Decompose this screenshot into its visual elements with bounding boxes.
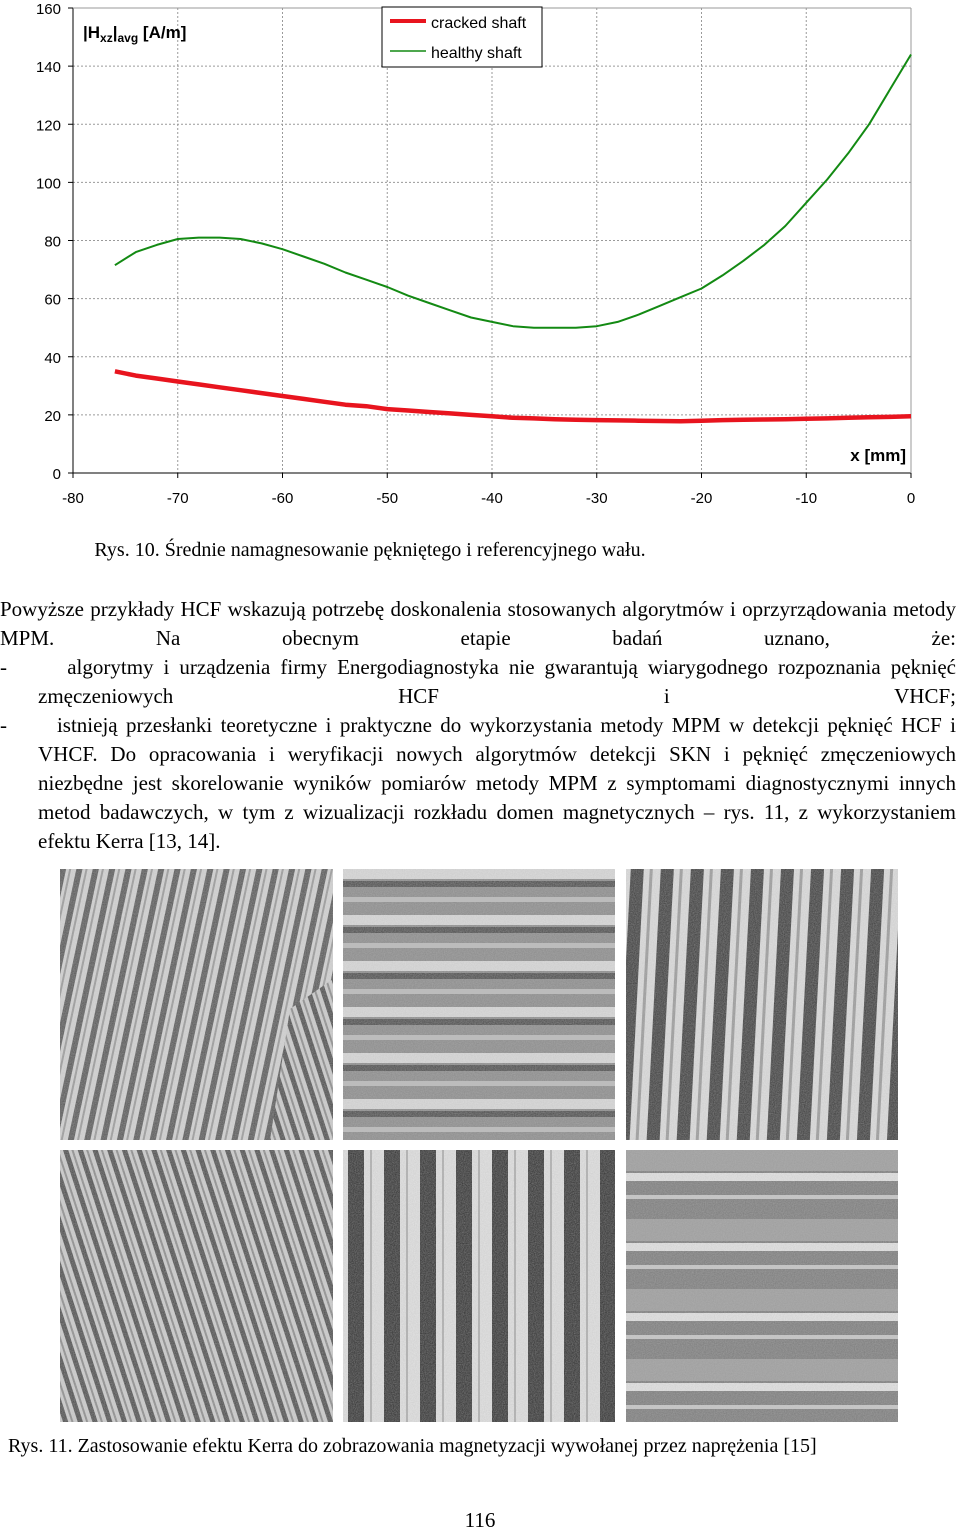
list-item-2: - istnieją przesłanki teoretyczne i praktyczne do wykorzystania metody MPM w detekcji pęknięć HCF i VHCF. Do opracowania i weryfikacji nowych algorytmów detekcji SKN i pęknięć zmęczeniowych niezbędne jest skorelowanie wyników pomiarów metody MPM z symptomami diagnostycznymi innych metod badawczych, w tym z wizualizacji rozkładu domen magnetycznych – rys. 11, z wykorzystaniem efektu Kerra [13, 14]. (0, 713, 956, 853)
y-tick-label: 80 (44, 233, 61, 251)
x-tick-label: -30 (585, 490, 608, 507)
chart-grid (73, 8, 911, 473)
chart-series (115, 55, 911, 422)
magnetization-chart (0, 0, 960, 512)
y-axis-ticks (36, 1, 73, 483)
x-tick-label: -50 (376, 490, 399, 507)
series-line-cracked-shaft (115, 371, 911, 421)
y-tick-label: 0 (52, 466, 61, 483)
x-axis-label: x [mm] (850, 446, 906, 465)
body-text (0, 595, 956, 856)
x-tick-label: -70 (166, 490, 189, 507)
x-tick-label: 0 (906, 490, 916, 507)
list-item-1: - algorytmy i urządzenia firmy Energodiagnostyka nie gwarantują wiarygodnego rozpoznania pęknięć zmęczeniowych HCF i VHCF; (0, 655, 956, 708)
kerr-image-3 (626, 869, 898, 1140)
legend-label-cracked: cracked shaft (431, 15, 527, 32)
x-tick-label: -10 (795, 490, 818, 507)
kerr-image-4 (60, 1150, 333, 1422)
x-tick-label: -20 (690, 490, 713, 507)
y-tick-label: 20 (44, 407, 61, 425)
kerr-image-5 (343, 1150, 615, 1422)
y-tick-label: 60 (44, 291, 61, 309)
x-tick-label: -80 (62, 490, 84, 507)
y-tick-label: 100 (35, 175, 61, 193)
y-tick-label: 160 (35, 1, 61, 18)
x-axis-ticks (62, 473, 915, 507)
series-line-healthy-shaft (115, 55, 911, 328)
kerr-image-1 (60, 869, 333, 1140)
kerr-image-2 (343, 869, 615, 1140)
figure-10-caption: Rys. 10. Średnie namagnesowanie pękniętego i referencyjnego wału. (94, 539, 646, 561)
y-tick-label: 120 (35, 117, 61, 135)
paragraph-intro: Powyższe przykłady HCF wskazują potrzebę doskonalenia stosowanych algorytmów i oprzyrządowania metody MPM. Na obecnym etapie badań uznano, że: (0, 597, 956, 650)
kerr-effect-images (60, 869, 898, 1422)
page-number: 116 (464, 1508, 496, 1532)
chart-legend (382, 7, 542, 67)
figure-11-caption: Rys. 11. Zastosowanie efektu Kerra do zobrazowania magnetyzacji wywołanej przez naprężenia [15] (8, 1435, 817, 1457)
y-tick-label: 40 (44, 349, 61, 367)
x-tick-label: -40 (481, 490, 503, 507)
kerr-image-6 (626, 1150, 898, 1422)
y-axis-label: $|H_{xz}|_{avg}$ [A/m] (83, 23, 187, 45)
y-tick-label: 140 (35, 59, 61, 77)
legend-label-healthy: healthy shaft (431, 45, 522, 62)
x-tick-label: -60 (271, 490, 294, 507)
